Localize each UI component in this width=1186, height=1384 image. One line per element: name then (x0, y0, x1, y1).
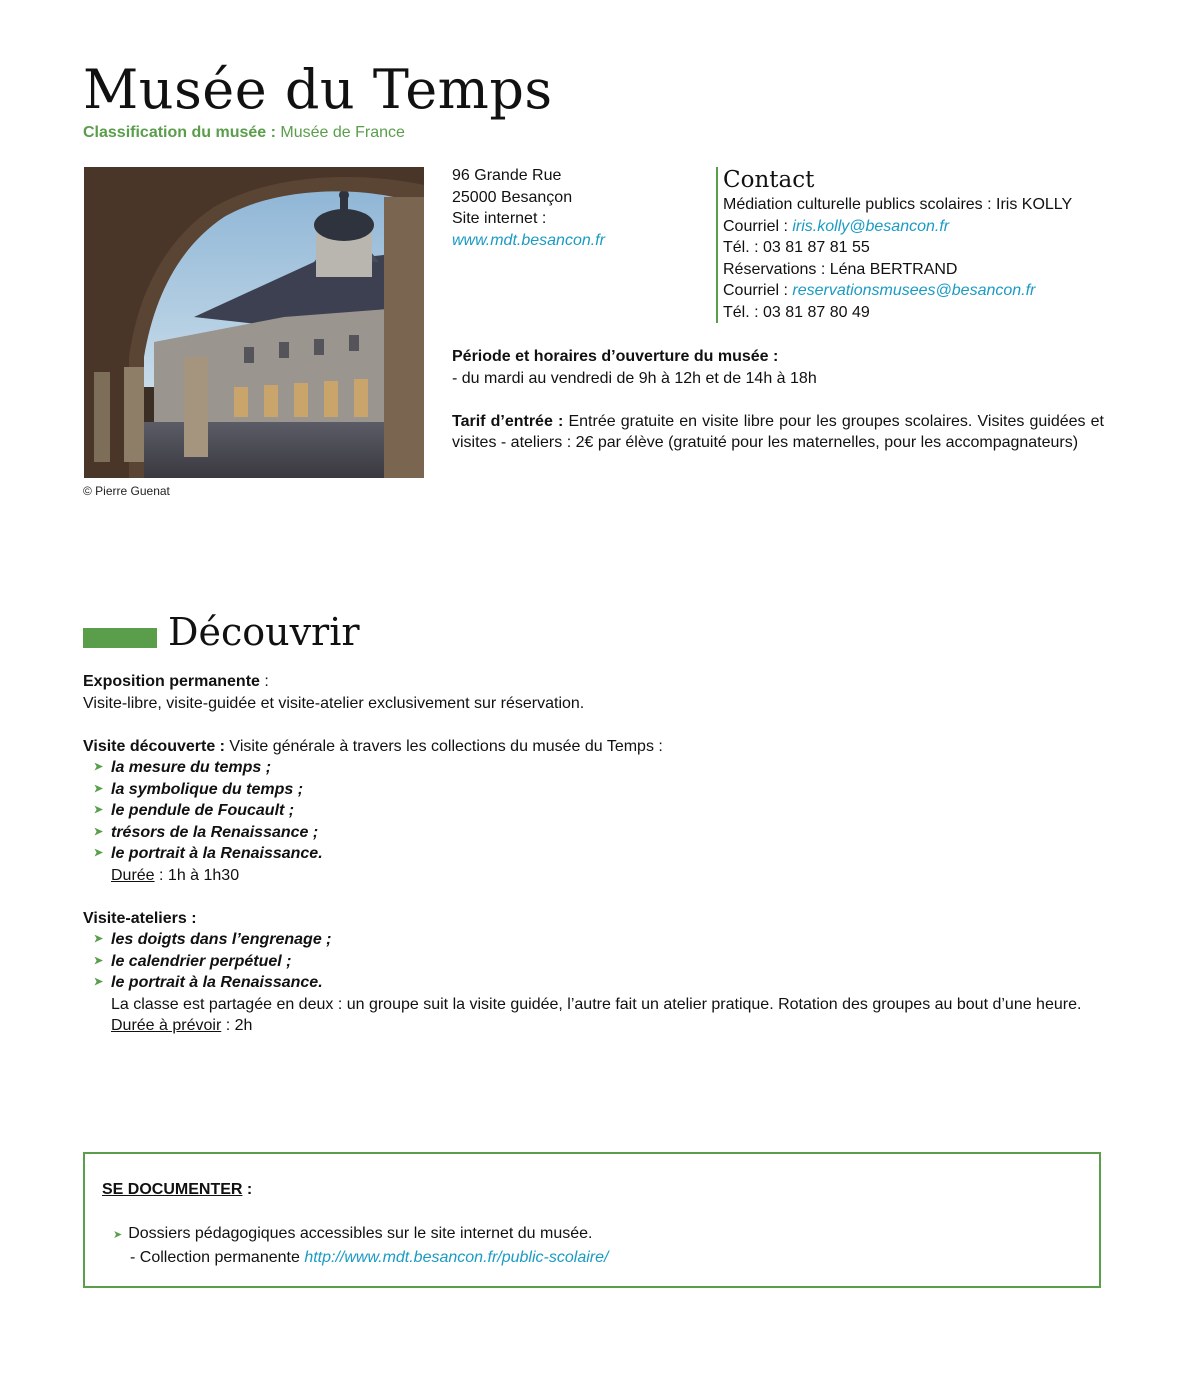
list-item-text: le portrait à la Renaissance. (111, 845, 323, 862)
tarif-paragraph (452, 411, 1104, 454)
contact-tel-1: Tél. : 03 81 87 81 55 (723, 239, 870, 256)
ateliers-duration (83, 1015, 1104, 1037)
list-item (83, 822, 1104, 844)
section-title-decouvrir: Découvrir (168, 610, 360, 654)
documentation-sub-label: - Collection permanente (130, 1248, 305, 1266)
contact-block (716, 167, 1123, 323)
documentation-title (102, 1181, 252, 1199)
photo-credit: © Pierre Guenat (83, 484, 170, 498)
arrow-bullet-icon: ➤ (93, 761, 103, 773)
arrow-bullet-icon: ➤ (93, 976, 103, 988)
arrow-bullet-icon: ➤ (93, 804, 103, 816)
documentation-link[interactable]: http://www.mdt.besancon.fr/public-scolaire/ (304, 1248, 609, 1266)
mail-2-label: Courriel : (723, 282, 788, 299)
expo-colon: : (259, 673, 269, 690)
list-item-text: le pendule de Foucault ; (111, 802, 295, 819)
list-item-text: trésors de la Renaissance ; (111, 823, 319, 841)
list-item-text: les doigts dans l’engrenage ; (111, 931, 332, 948)
contact-tel-2: Tél. : 03 81 87 80 49 (723, 303, 870, 321)
contact-mail-2 (723, 280, 1123, 302)
contact-heading: Contact (723, 167, 815, 193)
site-link[interactable]: www.mdt.besancon.fr (452, 231, 605, 249)
arrow-bullet-icon: ➤ (93, 782, 103, 795)
list-item (83, 843, 1104, 865)
hours-value: - du mardi au vendredi de 9h à 12h et de 14h à 18h (452, 369, 817, 387)
contact-mail-1 (723, 216, 1123, 238)
section-marker-bar (83, 628, 157, 648)
list-item-text: le portrait à la Renaissance. (111, 974, 323, 991)
documentation-item (113, 1223, 608, 1268)
list-item (83, 757, 1104, 779)
address-street: 96 Grande Rue (452, 167, 562, 184)
hours-label: Période et horaires d’ouverture du musée : (452, 348, 779, 365)
classification-label: Classification du musée : (83, 124, 276, 141)
documentation-item-text: Dossiers pédagogiques accessibles sur le site internet du musée. (128, 1225, 593, 1242)
expo-text: Visite-libre, visite-guidée et visite-atelier exclusivement sur réservation. (83, 694, 585, 712)
duration-label: Durée (111, 866, 155, 884)
arrow-bullet-icon: ➤ (93, 954, 103, 967)
duration-value: : 1h à 1h30 (154, 866, 240, 884)
museum-courtyard-photo (84, 167, 424, 478)
tarif-value: Entrée gratuite en visite libre pour les groupes scolaires. Visites guidées et visites - ateliers : 2€ par élève (gratuité pour les maternelles, pour les accompagnateurs) (452, 412, 1104, 451)
documentation-title-text: SE DOCUMENTER (102, 1181, 243, 1198)
practical-info (452, 346, 1104, 454)
page-title: Musée du Temps (83, 58, 553, 121)
list-item (83, 779, 1104, 801)
museum-classification (83, 124, 405, 142)
documentation-box (83, 1152, 1101, 1288)
ateliers-list (83, 929, 1104, 994)
list-item-text: la symbolique du temps ; (111, 780, 304, 798)
list-item (83, 800, 1104, 822)
list-item-text: le calendrier perpétuel ; (111, 952, 292, 970)
arrow-bullet-icon: ➤ (93, 847, 103, 859)
address-city: 25000 Besançon (452, 188, 573, 206)
decouvrir-content (83, 671, 1104, 1037)
visite-list (83, 757, 1104, 865)
mail-2-link[interactable]: reservationsmusees@besancon.fr (792, 282, 1036, 299)
duration-value: : 2h (221, 1017, 253, 1034)
list-item (83, 972, 1104, 994)
ateliers-text: La classe est partagée en deux : un groupe suit la visite guidée, l’autre fait un atelier pratique. Rotation des groupes au bout d’une heure. (111, 995, 1082, 1013)
list-item (83, 929, 1104, 951)
visite-label: Visite découverte : (83, 737, 225, 755)
tarif-label: Tarif d’entrée : (452, 412, 564, 430)
site-label: Site internet : (452, 210, 547, 227)
duration-label: Durée à prévoir (111, 1017, 222, 1034)
arrow-bullet-icon: ➤ (93, 933, 103, 945)
documentation-title-colon: : (242, 1181, 253, 1198)
list-item (83, 951, 1104, 973)
address-block (452, 165, 605, 251)
expo-label: Exposition permanente (83, 673, 260, 690)
contact-reservations: Réservations : Léna BERTRAND (723, 260, 958, 278)
mail-1-link[interactable]: iris.kolly@besancon.fr (792, 217, 950, 235)
contact-mediation: Médiation culturelle publics scolaires : Iris KOLLY (723, 196, 1073, 213)
list-item-text: la mesure du temps ; (111, 759, 272, 776)
classification-value: Musée de France (280, 124, 405, 141)
visite-duration (83, 865, 1104, 887)
arrow-bullet-icon: ➤ (93, 825, 103, 838)
arrow-bullet-icon: ➤ (113, 1229, 123, 1241)
mail-1-label: Courriel : (723, 217, 788, 235)
visite-text: Visite générale à travers les collections du musée du Temps : (224, 737, 663, 755)
ateliers-label: Visite-ateliers : (83, 909, 197, 927)
